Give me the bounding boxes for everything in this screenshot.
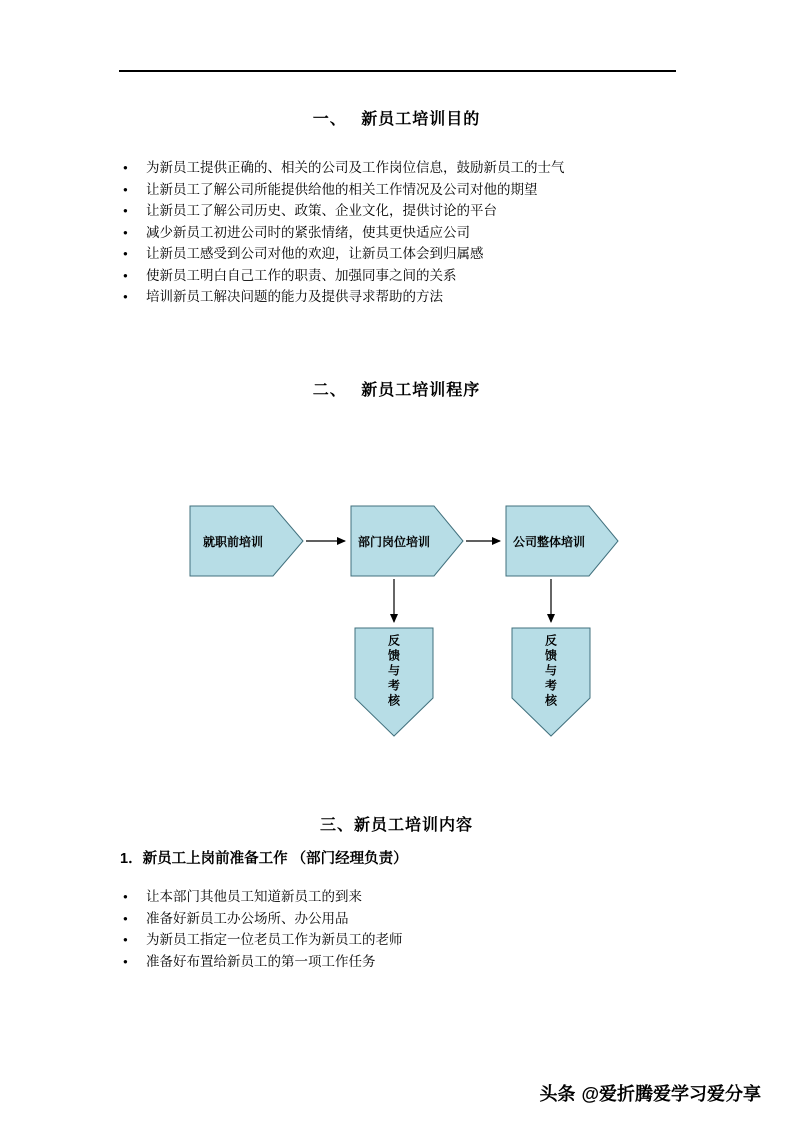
bullet-item: [122, 200, 742, 222]
bullet-icon: ●: [123, 956, 128, 966]
section1-title: 一、 新员工培训目的: [312, 111, 481, 128]
section2-title: 二、 新员工培训程序: [312, 382, 481, 399]
bullet-item: [122, 929, 742, 951]
bullet-item: [122, 243, 742, 265]
bullet-item: [122, 886, 742, 908]
bullet-icon: ●: [123, 892, 128, 901]
feedback-label-right: 反馈与考核: [543, 633, 558, 709]
bullet-text: 让新员工了解公司所能提供给他的相关工作情况及公司对他的期望: [146, 181, 538, 197]
bullet-item: [122, 157, 742, 179]
bullet-item: [122, 179, 742, 201]
bullet-icon: ●: [123, 163, 128, 172]
watermark-logo: 头条: [539, 1084, 576, 1104]
bullet-text: 使新员工明白自己工作的职责、加强同事之间的关系: [146, 267, 457, 283]
bullet-text: 让本部门其他员工知道新员工的到来: [146, 889, 362, 904]
bullet-icon: ●: [123, 935, 128, 944]
watermark: [539, 1080, 761, 1106]
flow-step-label-department: 部门岗位培训: [357, 534, 430, 549]
bullet-text: 让新员工了解公司历史、政策、企业文化，提供讨论的平台: [146, 203, 497, 218]
bullet-icon: ●: [123, 249, 128, 258]
watermark-handle: @爱折腾爱学习爱分享: [581, 1084, 761, 1104]
bullet-text: 让新员工感受到公司对他的欢迎，让新员工体会到归属感: [146, 246, 484, 261]
bullet-icon: ●: [123, 206, 128, 215]
bullet-icon: ●: [123, 227, 128, 237]
bullet-icon: ●: [123, 184, 128, 194]
bullet-item: [122, 908, 742, 930]
flow-step-label-company: 公司整体培训: [512, 534, 585, 549]
header-rule: [119, 70, 676, 72]
flow-step-label-pre-job: 就职前培训: [202, 534, 263, 549]
bullet-icon: ●: [123, 270, 128, 280]
section3-subtitle: 1．新员工上岗前准备工作 （部门经理负责）: [120, 851, 408, 867]
bullet-icon: ●: [123, 913, 128, 923]
bullet-text: 为新员工提供正确的、相关的公司及工作岗位信息，鼓励新员工的士气: [146, 160, 565, 175]
bullet-item: [122, 222, 742, 244]
section3-bullet-list: [122, 886, 742, 972]
feedback-label-left: 反馈与考核: [386, 633, 401, 709]
bullet-text: 为新员工指定一位老员工作为新员工的老师: [146, 932, 403, 947]
section1-bullet-list: [122, 157, 742, 308]
section3-title: 三、新员工培训内容: [319, 817, 473, 834]
training-flowchart: [150, 500, 630, 745]
bullet-text: 培训新员工解决问题的能力及提供寻求帮助的方法: [146, 289, 443, 304]
bullet-item: [122, 265, 742, 287]
bullet-text: 准备好布置给新员工的第一项工作任务: [146, 953, 376, 969]
bullet-text: 准备好新员工办公场所、办公用品: [146, 910, 349, 926]
bullet-icon: ●: [123, 292, 128, 301]
bullet-item: [122, 951, 742, 973]
bullet-text: 减少新员工初进公司时的紧张情绪，使其更快适应公司: [146, 224, 470, 240]
bullet-item: [122, 286, 742, 308]
